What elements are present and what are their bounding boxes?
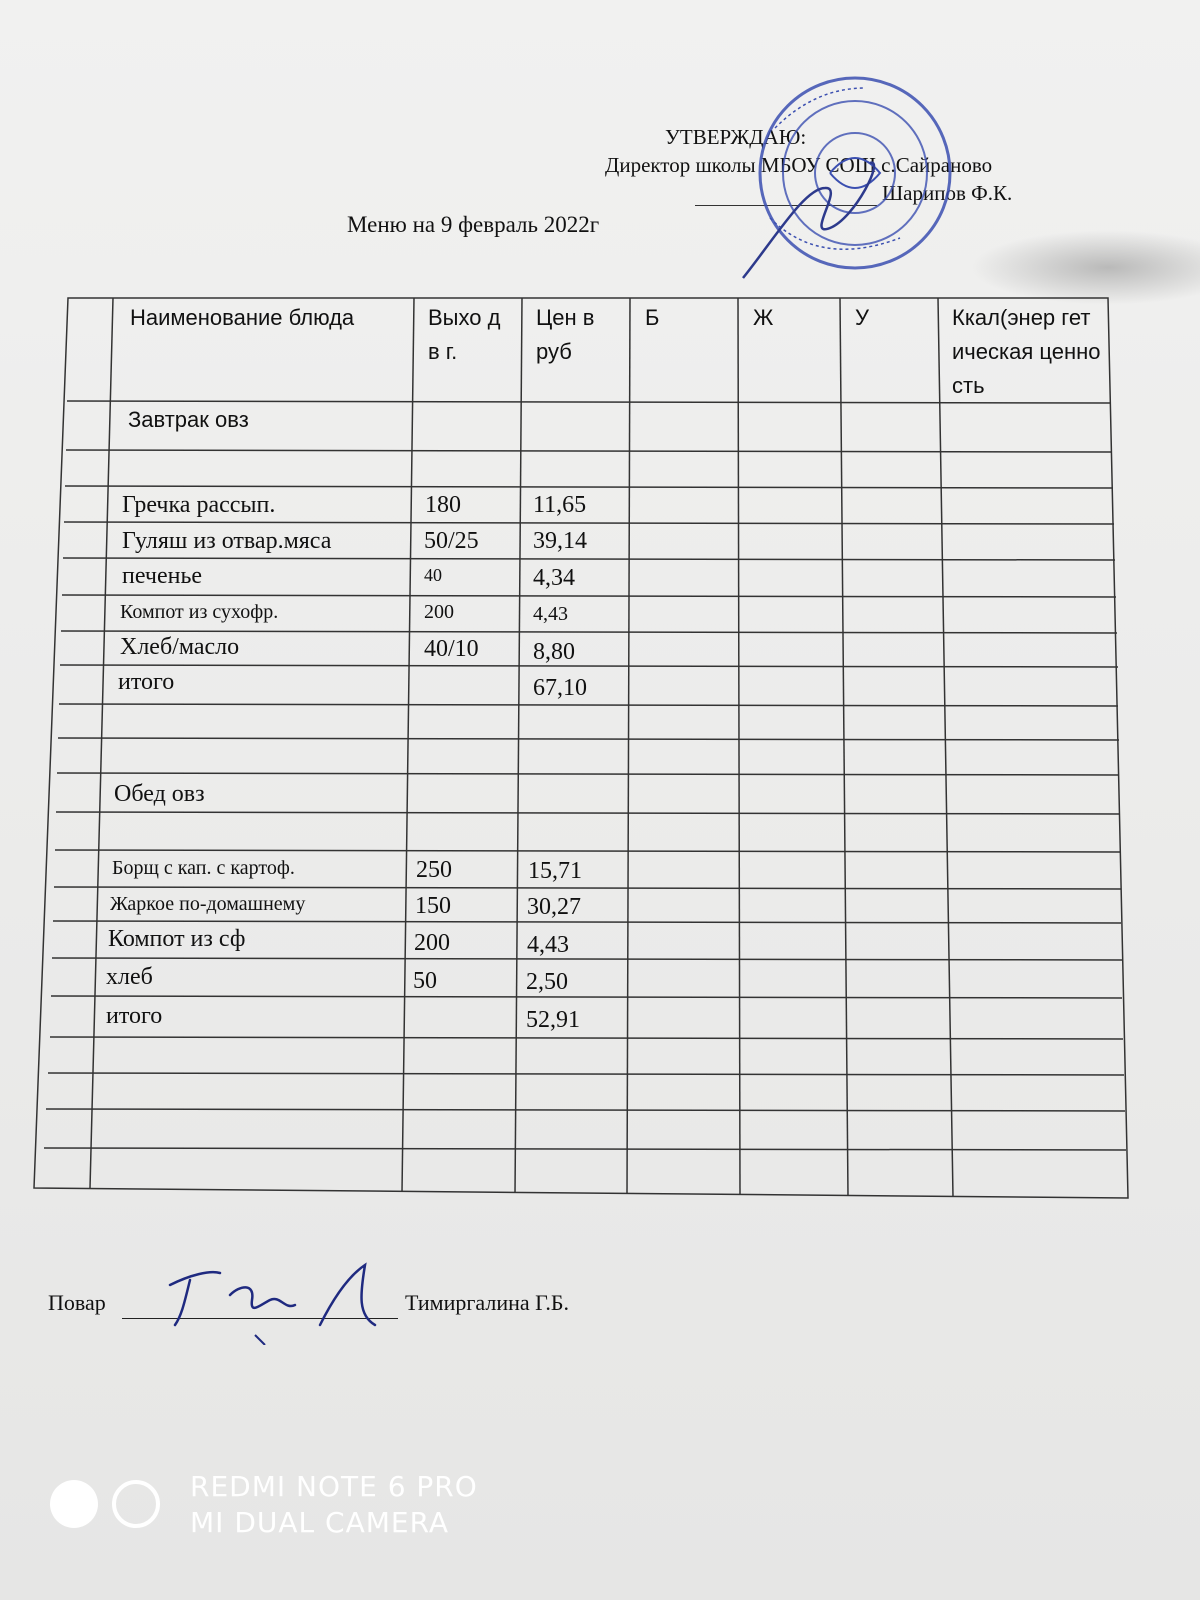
watermark-line-1: REDMI NOTE 6 PRO: [190, 1470, 478, 1503]
cook-signature: [160, 1255, 390, 1345]
table-row-price: 30,27: [527, 894, 581, 920]
table-row-name: Жаркое по-домашнему: [110, 893, 306, 915]
table-row-weight: 50: [413, 968, 437, 994]
menu-title: Меню на 9 февраль 2022г: [347, 212, 600, 237]
table-row-name: хлеб: [106, 964, 153, 990]
table-row-name: Гуляш из отвар.мяса: [122, 528, 332, 554]
cook-label: Повар: [48, 1290, 106, 1315]
table-row-weight: 250: [416, 857, 452, 883]
table-row-price: 4,43: [527, 932, 569, 958]
table-row-price: 11,65: [533, 492, 587, 518]
watermark-ring-icon: [112, 1480, 160, 1528]
table-row-price: 4,43: [533, 603, 568, 625]
table-row-weight: 180: [425, 492, 461, 518]
cook-name: Тимиргалина Г.Б.: [405, 1290, 570, 1315]
table-row-weight: 40/10: [424, 636, 479, 662]
table-row-name: итого: [106, 1003, 163, 1029]
table-row-name: печенье: [122, 563, 203, 589]
header-kcal: Ккал(энер гетическая ценность: [952, 305, 1101, 398]
table-row-price: 52,91: [526, 1007, 580, 1033]
table-row-price: 67,10: [533, 675, 587, 701]
section-lunch: Обед овз: [114, 781, 205, 807]
header-protein: Б: [645, 305, 660, 330]
watermark-filled-circle-icon: [50, 1480, 98, 1528]
table-row-weight: 40: [424, 565, 442, 585]
table-row-name: итого: [118, 669, 175, 695]
approval-title: УТВЕРЖДАЮ:: [665, 125, 807, 149]
header-yield: Выхо д в г.: [428, 305, 501, 364]
header-carbs: У: [855, 305, 869, 330]
approval-name: Шарипов Ф.К.: [882, 181, 1013, 205]
table-row-price: 15,71: [528, 858, 582, 884]
header-dish-name: Наименование блюда: [130, 305, 355, 330]
table-row-name: Компот из сф: [108, 926, 246, 952]
table-row-price: 4,34: [533, 565, 575, 591]
table-row-weight: 200: [414, 930, 450, 956]
table-row-name: Хлеб/масло: [120, 634, 240, 660]
header-price: Цен в руб: [536, 305, 595, 364]
section-breakfast: Завтрак овз: [128, 407, 249, 432]
header-fat: Ж: [753, 305, 774, 330]
table-row-weight: 150: [415, 893, 451, 919]
table-row-weight: 200: [424, 601, 454, 623]
approval-role: Директор школы МБОУ СОШ с.Сайраново: [605, 153, 993, 177]
table-row-weight: 50/25: [424, 528, 479, 554]
table-row-price: 8,80: [533, 639, 575, 665]
table-row-price: 2,50: [526, 969, 568, 995]
table-row-name: Гречка рассып.: [122, 492, 276, 518]
table-row-name: Компот из сухофр.: [120, 601, 279, 623]
table-row-price: 39,14: [533, 528, 587, 554]
watermark-line-2: MI DUAL CAMERA: [190, 1506, 450, 1539]
table-row-name: Борщ с кап. с картоф.: [112, 857, 295, 879]
